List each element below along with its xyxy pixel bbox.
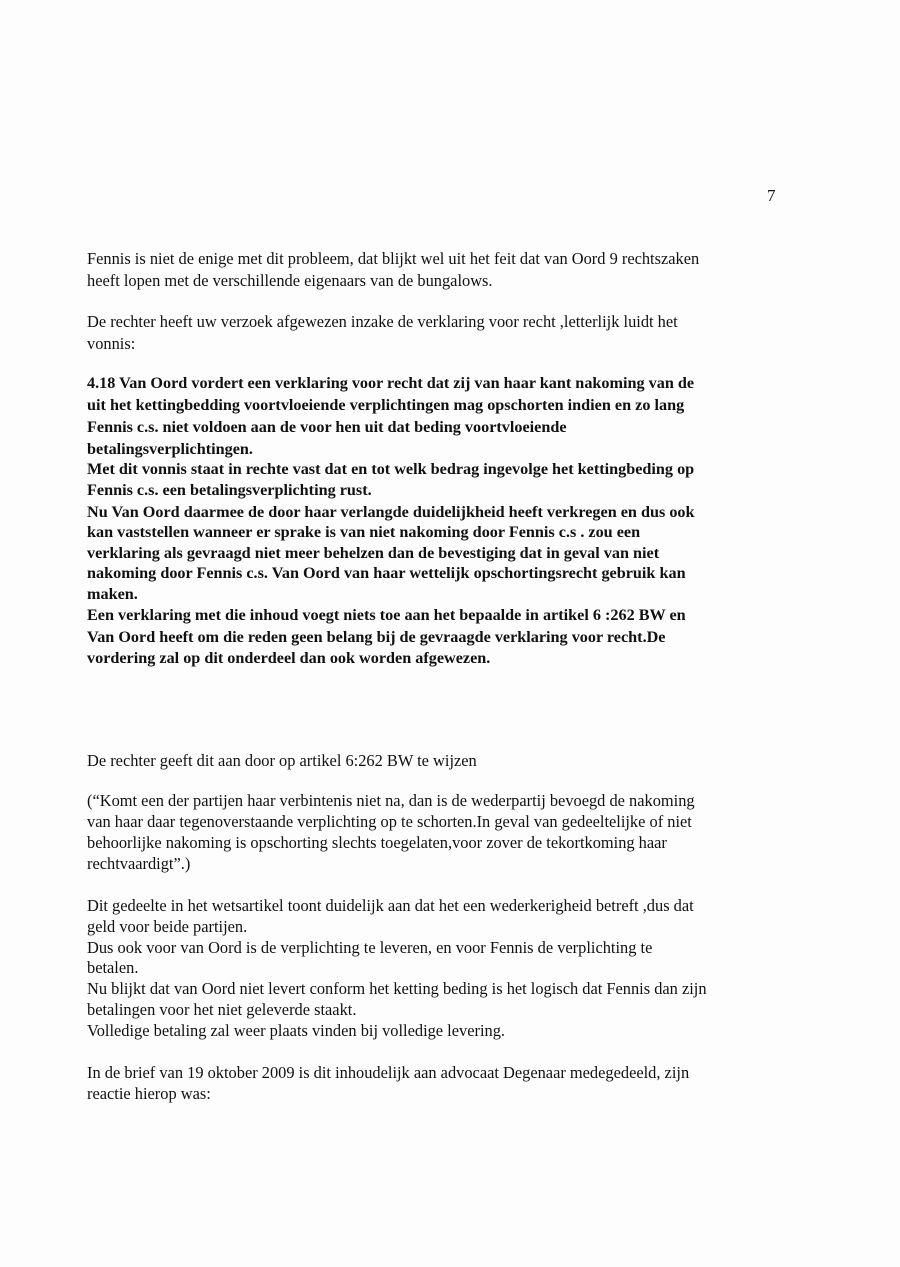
text-line: betalingen voor het niet geleverde staakt.: [87, 1000, 357, 1019]
text-line: Nu blijkt dat van Oord niet levert conform het ketting beding is het logisch dat Fennis dan zijn: [87, 979, 707, 998]
text-line: Fennis c.s. niet voldoen aan de voor hen uit dat beding voortvloeiende: [87, 418, 567, 436]
text-line: Dit gedeelte in het wetsartikel toont duidelijk aan dat het een wederkerigheid betreft ,dus dat: [87, 896, 694, 915]
text-line: verklaring als gevraagd niet meer behelzen dan de bevestiging dat in geval van niet: [87, 544, 660, 562]
text-line: betalen.: [87, 958, 139, 977]
text-line: maken.: [87, 585, 138, 603]
text-line: vordering zal op dit onderdeel dan ook worden afgewezen.: [87, 649, 491, 667]
text-line: Met dit vonnis staat in rechte vast dat en tot welk bedrag ingevolge het kettingbeding op: [87, 460, 695, 478]
text-line: (“Komt een der partijen haar verbintenis niet na, dan is de wederpartij bevoegd de nakoming: [87, 791, 695, 810]
text-line: geld voor beide partijen.: [87, 917, 248, 936]
page-number: 7: [767, 186, 776, 205]
text-line: Een verklaring met die inhoud voegt niets toe aan het bepaalde in artikel 6 :262 BW en: [87, 606, 686, 624]
text-line: heeft lopen met de verschillende eigenaars van de bungalows.: [87, 271, 493, 290]
text-line: uit het kettingbedding voortvloeiende verplichtingen mag opschorten indien en zo lang: [87, 396, 685, 414]
text-line: kan vaststellen wanneer er sprake is van niet nakoming door Fennis c.s . zou een: [87, 523, 641, 541]
text-line: behoorlijke nakoming is opschorting slechts toegelaten,voor zover de tekortkoming haar: [87, 833, 667, 852]
text-line: reactie hierop was:: [87, 1084, 211, 1103]
text-line: vonnis:: [87, 334, 136, 353]
text-line: Dus ook voor van Oord is de verplichting te leveren, en voor Fennis de verplichting te: [87, 938, 653, 957]
text-line: In de brief van 19 oktober 2009 is dit inhoudelijk aan advocaat Degenaar medegedeeld, zijn: [87, 1063, 690, 1082]
text-line: Fennis is niet de enige met dit probleem, dat blijkt wel uit het feit dat van Oord 9 rechtszaken: [87, 249, 700, 268]
text-line: betalingsverplichtingen.: [87, 440, 253, 458]
text-line: De rechter geeft dit aan door op artikel 6:262 BW te wijzen: [87, 751, 477, 770]
text-line: Volledige betaling zal weer plaats vinden bij volledige levering.: [87, 1021, 505, 1040]
text-line: nakoming door Fennis c.s. Van Oord van haar wettelijk opschortingsrecht gebruik kan: [87, 564, 686, 582]
text-line: van haar daar tegenoverstaande verplichting op te schorten.In geval van gedeeltelijke of niet: [87, 812, 692, 831]
text-line: 4.18 Van Oord vordert een verklaring voor recht dat zij van haar kant nakoming van de: [87, 374, 695, 392]
text-line: Fennis c.s. een betalingsverplichting rust.: [87, 481, 372, 499]
text-line: rechtvaardigt”.): [87, 854, 191, 873]
text-line: Nu Van Oord daarmee de door haar verlangde duidelijkheid heeft verkregen en dus ook: [87, 503, 695, 521]
text-line: Van Oord heeft om die reden geen belang bij de gevraagde verklaring voor recht.De: [87, 628, 666, 646]
text-line: De rechter heeft uw verzoek afgewezen inzake de verklaring voor recht ,letterlijk luidt het: [87, 312, 678, 331]
